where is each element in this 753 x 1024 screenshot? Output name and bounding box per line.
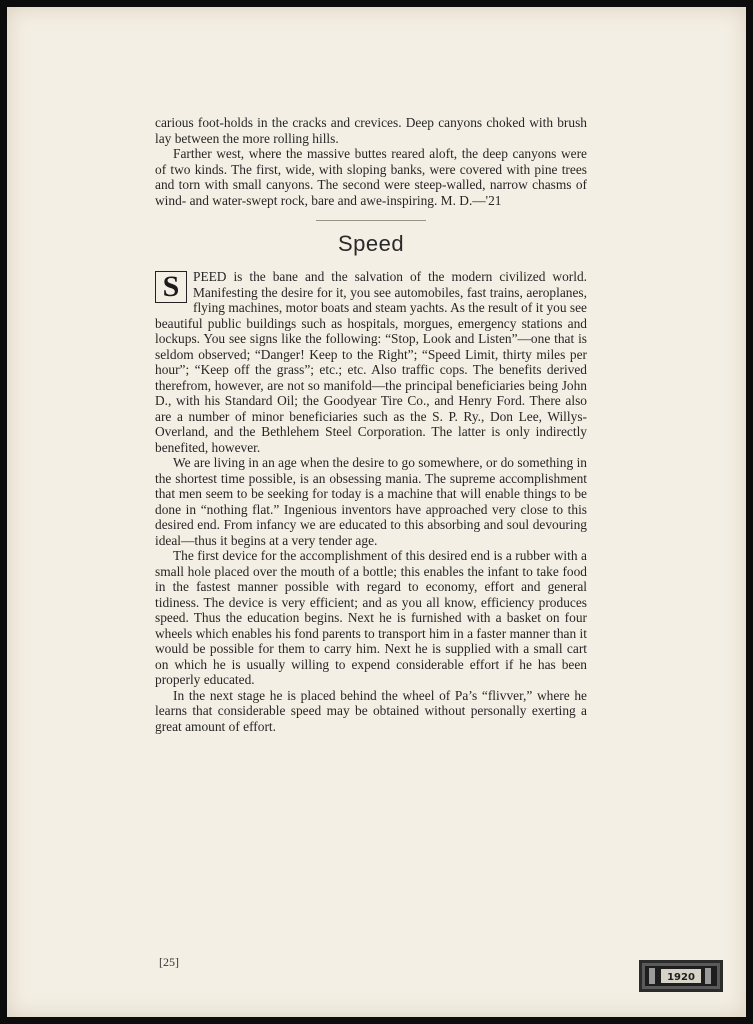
yearbook-emblem-icon	[639, 960, 723, 992]
article-paragraph-3: The first device for the accomplishment of this desired end is a rubber with a small hole placed over the mouth of a bottle; this enables the infant to take food in the fastest manner possible with regard to economy, effort and general tidiness. The device is very efficient; and as you all know, efficiency produces speed. Thus the education begins. Next he is furnished with a basket on four wheels which enables his fond parents to transport him in a faster manner than it would be possible for them to carry him. Next he is supplied with a small cart on which he is usually willing to expend considerable effort if he has been properly educated.	[155, 548, 587, 687]
drop-cap	[155, 271, 187, 303]
article-paragraph-4: In the next stage he is placed behind the wheel of Pa’s “flivver,” where he learns that considerable speed may be obtained without personally exerting a great amount of effort.	[155, 687, 587, 734]
emblem-year: 1920	[667, 972, 695, 983]
intro-paragraph-1: carious foot-holds in the cracks and crevices. Deep canyons choked with brush lay between the more rolling hills.	[155, 115, 587, 146]
article-paragraph-1	[155, 269, 587, 455]
article-paragraph-1-text: PEED is the bane and the salvation of the modern civilized world. Manifesting the desire for it, you see automobiles, fast trains, aeroplanes, flying machines, motor boats and steam yachts. As the result of it you see beautiful public buildings such as hospitals, morgues, emergency stations and lockups. You see signs like the following: “Stop, Look and Listen”—one that is seldom observed; “Danger! Keep to the Right”; “Speed Limit, thirty miles per hour”; “Keep off the grass”; etc.; etc. Also traffic cops. The benefits derived therefrom, however, are not so manifold—the principal beneficiaries being John D., with his Standard Oil; the Goodyear Tire Co., and Henry Ford. There also are a number of minor beneficiaries such as the S. P. Ry., Don Lee, Willys-Overland, and the Bethlehem Steel Corporation. The latter is only indirectly benefited, however.	[155, 269, 587, 455]
section-divider	[316, 220, 426, 221]
drop-cap-letter: S	[162, 270, 180, 303]
text-column	[155, 115, 587, 734]
article-title: Speed	[337, 231, 405, 256]
page-number: [25]	[159, 955, 179, 969]
book-page	[7, 7, 746, 1017]
intro-paragraph-2: Farther west, where the massive buttes reared aloft, the deep canyons were of two kinds. The first, wide, with sloping banks, were covered with pine trees and torn with small canyons. The second were steep-walled, narrow chasms of wind- and water-swept rock, bare and awe-inspiring. M. D.—'21	[155, 146, 587, 208]
article-paragraph-2: We are living in an age when the desire to go somewhere, or do something in the shortest time possible, is an obsessing mania. The supreme accomplishment that men seem to be seeking for today is a machine that will enable things to be done in “nothing flat.” Ingenious inventors have approached very close to this desired end. From infancy we are educated to this absorbing and soul devouring ideal—thus it begins at a very tender age.	[155, 455, 587, 548]
